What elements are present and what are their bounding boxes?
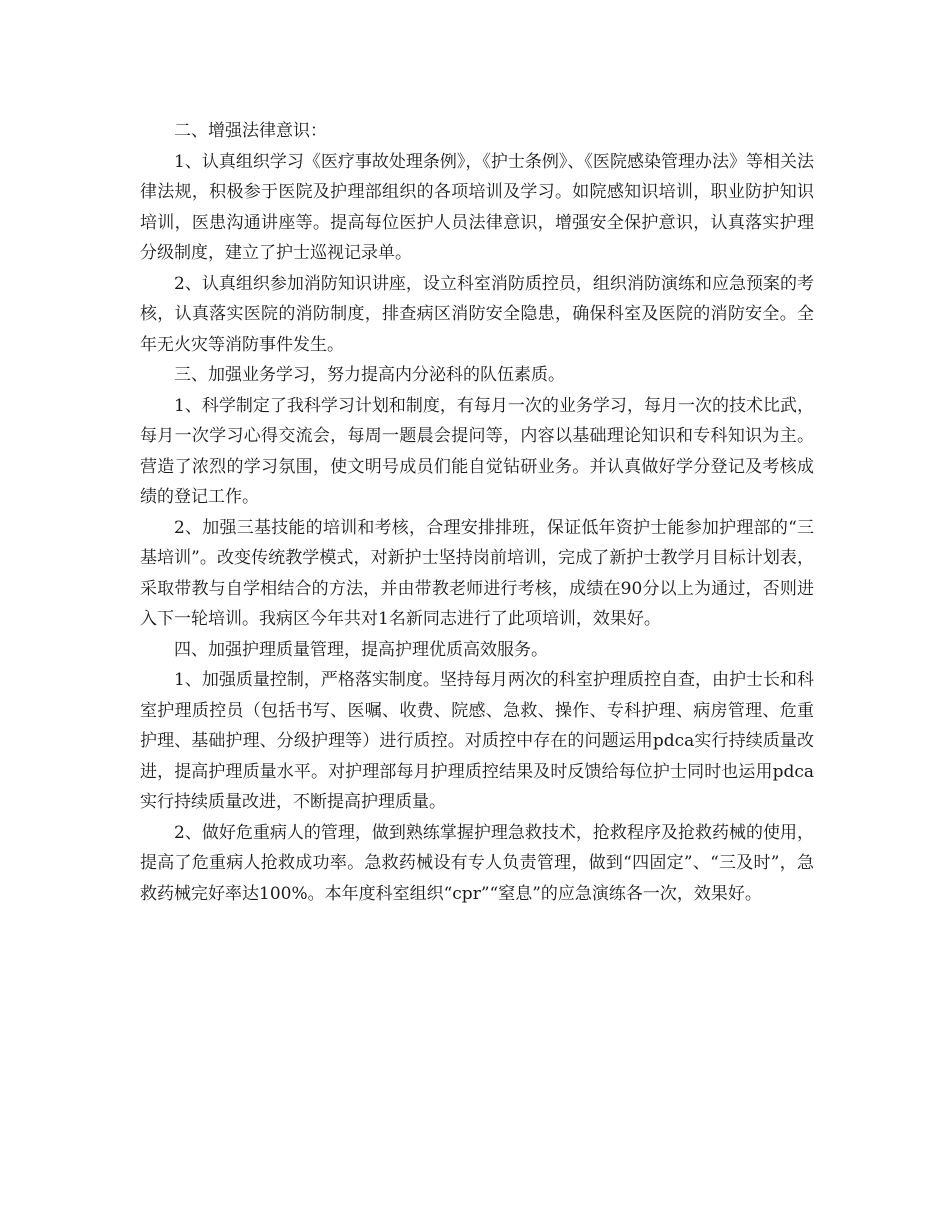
section-heading-quality-management: 四、加强护理质量管理，提高护理优质高效服务。 — [174, 639, 548, 660]
section-heading-business-study: 三、加强业务学习，努力提高内分泌科的队伍素质。 — [174, 365, 565, 385]
paragraph-fire-safety: 2、认真组织参加消防知识讲座，设立科室消防质控员，组织消防演练和应急预案的考核，认真落实医院的消防制度，排查病区消防安全隐患，确保科室及医院的消防安全。全年无火灾等消防事件发生。 — [140, 273, 814, 355]
paragraph-study-plan: 1、科学制定了我科学习计划和制度，有每月一次的业务学习，每月一次的技术比武，每月一次学习心得交流会，每周一题晨会提问等，内容以基础理论知识和专科知识为主。营造了浓烈的学习氛围，使文明号成员们能自觉钻研业务。并认真做好学分登记及考核成绩的登记工作。 — [140, 395, 814, 507]
paragraph-legal-study: 1、认真组织学习《医疗事故处理条例》，《护士条例》、《医院感染管理办法》等相关法律法规，积极参于医院及护理部组织的各项培训及学习。如院感知识培训，职业防护知识培训，医患沟通讲座等。提高每位医护人员法律意识，增强安全保护意识，认真落实护理分级制度，建立了护士巡视记录单。 — [140, 151, 814, 263]
paragraph-three-basics-training: 2、加强三基技能的培训和考核，合理安排排班，保证低年资护士能参加护理部的“三基培训”。改变传统教学模式，对新护士坚持岗前培训，完成了新护士教学月目标计划表，采取带教与自学相结合的方法，并由带教老师进行考核，成绩在90分以上为通过，否则进入下一轮培训。我病区今年共对1名新同志进行了此项培训，效果好。 — [140, 517, 814, 629]
paragraph-quality-control: 1、加强质量控制，严格落实制度。坚持每月两次的科室护理质控自查，由护士长和科室护理质控员（包括书写、医嘱、收费、院感、急救、操作、专科护理、病房管理、危重护理、基础护理、分级护理等）进行质控。对质控中存在的问题运用pdca实行持续质量改进，提高护理质量水平。对护理部每月护理质控结果及时反馈给每位护士同时也运用pdca实行持续质量改进，不断提高护理质量。 — [140, 670, 814, 812]
section-heading-legal-awareness: 二、增强法律意识： — [174, 121, 327, 141]
document-body — [140, 116, 814, 909]
paragraph-critical-patients: 2、做好危重病人的管理，做到熟练掌握护理急救技术，抢救程序及抢救药械的使用，提高了危重病人抢救成功率。急救药械设有专人负责管理，做到“四固定”、“三及时”，急救药械完好率达100%。本年度科室组织“cpr”“窒息”的应急演练各一次，效果好。 — [140, 822, 814, 904]
